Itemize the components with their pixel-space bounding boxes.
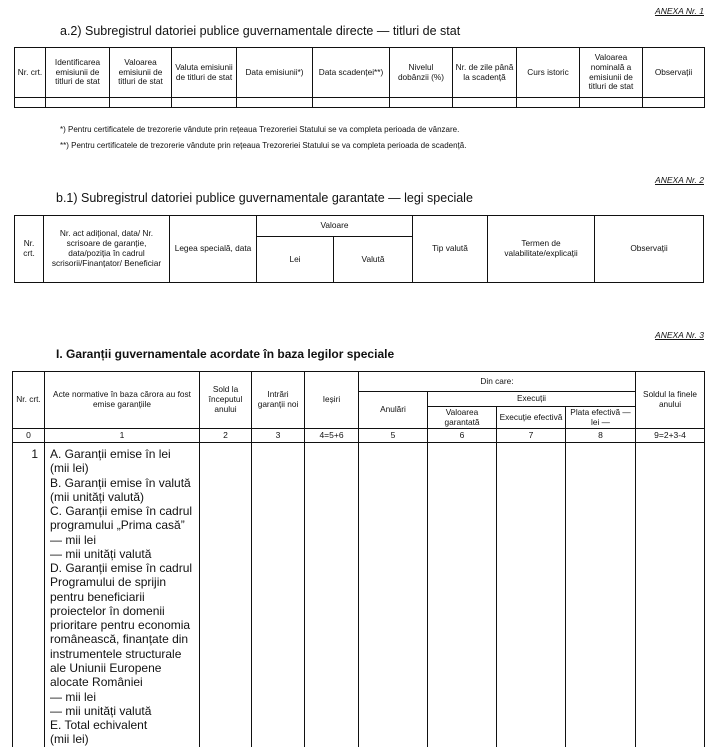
col-observatii: Observații bbox=[643, 48, 705, 98]
col-nr-crt: Nr. crt. bbox=[15, 216, 44, 283]
col-acte-normative: Acte normative în baza cărora au fost emise garanțiile bbox=[45, 372, 200, 429]
acte-line: D. Garanții emise în cadrul bbox=[50, 561, 193, 576]
direct-debt-table bbox=[14, 47, 705, 108]
acte-line: A. Garanții emise în lei bbox=[50, 447, 171, 461]
col-nr-zile: Nr. de zile până la scadență bbox=[453, 48, 517, 98]
col-termen: Termen de valabilitate/explicații bbox=[488, 216, 595, 283]
column-number: 5 bbox=[359, 429, 428, 443]
col-nr-crt: Nr. crt. bbox=[15, 48, 46, 98]
column-number-row bbox=[13, 429, 705, 443]
acte-line: programului „Prima casă” bbox=[50, 518, 185, 533]
column-number: 4=5+6 bbox=[305, 429, 359, 443]
col-sold-final: Soldul la finele anului bbox=[636, 372, 705, 429]
col-sold-inceput: Sold la începutul anului bbox=[200, 372, 252, 429]
col-tip-valuta: Tip valută bbox=[413, 216, 488, 283]
col-intrari: Intrări garanții noi bbox=[252, 372, 305, 429]
col-anulari: Anulări bbox=[359, 392, 428, 429]
header-row bbox=[15, 48, 705, 98]
column-number: 2 bbox=[200, 429, 252, 443]
column-number: 3 bbox=[252, 429, 305, 443]
header-row bbox=[13, 372, 705, 392]
acte-line: — mii lei bbox=[50, 689, 97, 704]
table-cell[interactable] bbox=[580, 98, 643, 108]
valoarea-garantata-cell[interactable] bbox=[428, 443, 497, 747]
col-iesiri: Ieșiri bbox=[305, 372, 359, 429]
acte-line: B. Garanții emise în valută bbox=[50, 475, 191, 490]
footnote-1: *) Pentru certificatele de trezorerie vândute prin rețeaua Trezoreriei Statului se va completa perioada de vânzare. bbox=[60, 125, 460, 134]
annex-1-label: ANEXA Nr. 1 bbox=[655, 6, 704, 16]
intrari-cell[interactable] bbox=[252, 443, 305, 747]
table-cell[interactable] bbox=[110, 98, 172, 108]
col-lei: Lei bbox=[257, 237, 334, 283]
annex-3-label: ANEXA Nr. 3 bbox=[655, 330, 704, 340]
acte-line: instrumentele structurale bbox=[50, 646, 182, 661]
col-legea-speciala: Legea specială, data bbox=[170, 216, 257, 283]
table-row bbox=[13, 443, 705, 747]
col-nr-crt: Nr. crt. bbox=[13, 372, 45, 429]
table-cell[interactable] bbox=[313, 98, 390, 108]
sold-final-cell[interactable] bbox=[636, 443, 705, 747]
acte-line: Programului de sprijin bbox=[50, 575, 167, 590]
col-identificarea: Identificarea emisiunii de titluri de stat bbox=[46, 48, 110, 98]
plata-efectiva-cell[interactable] bbox=[566, 443, 636, 747]
col-plata-efectiva: Plata efectivă — lei — bbox=[566, 407, 636, 429]
column-number: 1 bbox=[45, 429, 200, 443]
anulari-cell[interactable] bbox=[359, 443, 428, 747]
executie-efectiva-cell[interactable] bbox=[497, 443, 566, 747]
acte-line: (mii lei) bbox=[50, 461, 89, 476]
iesiri-cell[interactable] bbox=[305, 443, 359, 747]
table-cell[interactable] bbox=[172, 98, 237, 108]
annex-2-label: ANEXA Nr. 2 bbox=[655, 175, 704, 185]
sold-inceput-cell[interactable] bbox=[200, 443, 252, 747]
annex-2-title: b.1) Subregistrul datoriei publice guvernamentale garantate — legi speciale bbox=[56, 191, 473, 205]
col-data-emisiunii: Data emisiunii*) bbox=[237, 48, 313, 98]
table-cell[interactable] bbox=[237, 98, 313, 108]
col-nivelul-dobanzii: Nivelul dobânzii (%) bbox=[390, 48, 453, 98]
col-observatii: Observații bbox=[595, 216, 704, 283]
table-cell[interactable] bbox=[517, 98, 580, 108]
acte-line: (mii lei) bbox=[50, 732, 89, 747]
acte-line: (mii unități valută) bbox=[50, 489, 145, 504]
col-curs-istoric: Curs istoric bbox=[517, 48, 580, 98]
column-number: 6 bbox=[428, 429, 497, 443]
annex-3-title: I. Garanții guvernamentale acordate în baza legilor speciale bbox=[56, 347, 395, 361]
table-row bbox=[15, 98, 705, 108]
acte-line: ale Uniunii Europene bbox=[50, 660, 162, 675]
table-cell[interactable] bbox=[390, 98, 453, 108]
acte-line: proiectelor în domenii bbox=[50, 603, 165, 618]
col-valuta: Valută bbox=[334, 237, 413, 283]
acte-line: C. Garanții emise în cadrul bbox=[50, 504, 193, 519]
footnote-2: **) Pentru certificatele de trezorerie vândute prin rețeaua Trezoreriei Statului se va completa perioada de scadență. bbox=[60, 141, 467, 150]
col-valoarea-nominala: Valoarea nominală a emisiunii de titluri de stat bbox=[580, 48, 643, 98]
acte-line: prioritare pentru economia bbox=[50, 618, 191, 633]
acte-line: E. Total echivalent bbox=[50, 718, 148, 733]
column-number: 8 bbox=[566, 429, 636, 443]
column-number: 9=2+3-4 bbox=[636, 429, 705, 443]
col-group-executii: Execuții bbox=[428, 392, 636, 407]
table-cell[interactable] bbox=[15, 98, 46, 108]
table-cell[interactable] bbox=[46, 98, 110, 108]
column-number: 7 bbox=[497, 429, 566, 443]
col-group-din-care: Din care: bbox=[359, 372, 636, 392]
acte-line: — mii lei bbox=[50, 532, 97, 547]
guaranteed-debt-table bbox=[14, 215, 704, 283]
table-cell[interactable] bbox=[453, 98, 517, 108]
guarantees-table bbox=[12, 371, 705, 747]
table-cell[interactable] bbox=[643, 98, 705, 108]
col-valoarea: Valoarea emisiunii de titluri de stat bbox=[110, 48, 172, 98]
column-number: 0 bbox=[13, 429, 45, 443]
acte-line: pentru beneficiarii bbox=[50, 589, 145, 604]
col-executie-efectiva: Execuție efectivă bbox=[497, 407, 566, 429]
col-group-valoare: Valoare bbox=[257, 216, 413, 237]
acte-line: românească, finanțate din bbox=[50, 632, 189, 647]
acte-line: alocate României bbox=[50, 675, 143, 690]
col-data-scadentei: Data scadenței**) bbox=[313, 48, 390, 98]
row-number: 1 bbox=[13, 443, 45, 747]
col-act-aditional: Nr. act adițional, data/ Nr. scrisoare de garanție, data/poziția în cadrul scrisorii/Finanțator/ Beneficiar bbox=[44, 216, 170, 283]
acte-line: — mii unități valută bbox=[50, 703, 152, 718]
acte-line: — mii unități valută bbox=[50, 546, 152, 561]
col-valuta: Valuta emisiunii de titluri de stat bbox=[172, 48, 237, 98]
header-row bbox=[15, 216, 704, 237]
acte-normative-cell bbox=[45, 443, 200, 747]
annex-1-title: a.2) Subregistrul datoriei publice guvernamentale directe — titluri de stat bbox=[60, 24, 461, 38]
col-valoarea-garantata: Valoarea garantată bbox=[428, 407, 497, 429]
